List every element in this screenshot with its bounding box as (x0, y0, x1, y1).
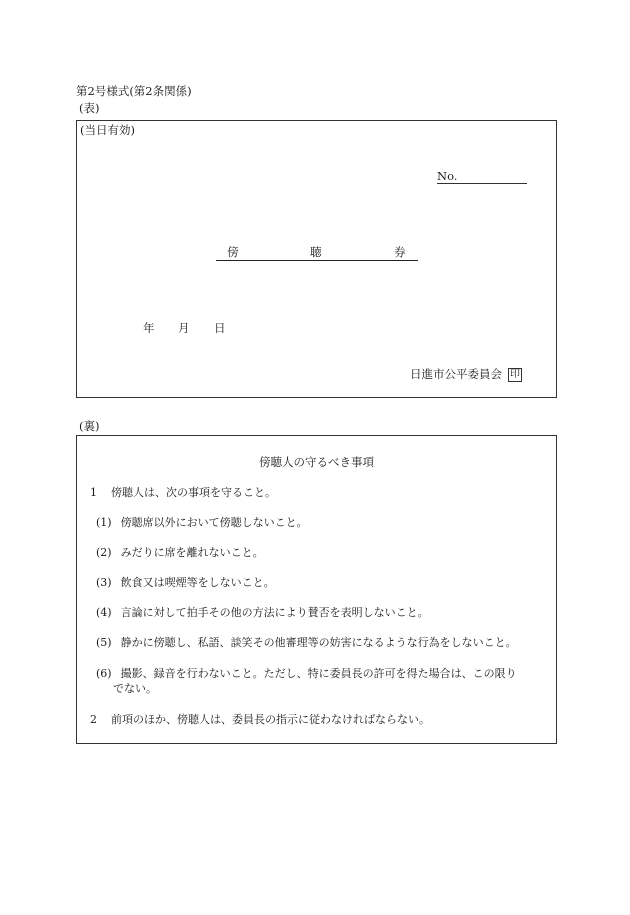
date-month: 月 (178, 321, 190, 335)
validity-note: (当日有効) (80, 123, 135, 137)
item-number: (2) (96, 546, 112, 559)
number-label: No. (437, 169, 458, 183)
item-text-continuation: でない。 (113, 682, 157, 695)
item-text: 傍聴席以外において傍聴しないこと。 (120, 516, 308, 529)
issuer-block (410, 367, 522, 382)
rule-2 (90, 713, 430, 727)
rule-1-number: 1 (90, 486, 97, 499)
seal-stamp: 印 (510, 369, 520, 380)
back-label: (裏) (79, 419, 100, 433)
front-label: (表) (79, 101, 100, 115)
title-char-1: 傍 (227, 245, 239, 259)
item-number: (1) (96, 516, 112, 529)
item-text: 言論に対して拍手その他の方法により賛否を表明しないこと。 (120, 606, 429, 619)
form-label: 第2号様式(第2条関係) (76, 84, 192, 98)
list-item (96, 606, 429, 620)
list-item (96, 546, 264, 560)
list-item (96, 636, 517, 650)
ticket-front (76, 120, 557, 398)
rules-title: 傍聴人の守るべき事項 (259, 455, 374, 469)
rule-1 (90, 486, 276, 500)
ticket-title (216, 245, 418, 261)
list-item (96, 516, 308, 530)
list-item (96, 576, 275, 590)
ticket-number-field (437, 169, 527, 184)
item-number: (4) (96, 606, 112, 619)
item-text: みだりに席を離れないこと。 (120, 546, 264, 559)
rule-1-text: 傍聴人は、次の事項を守ること。 (111, 486, 276, 499)
item-text: 静かに傍聴し、私語、談笑その他審理等の妨害になるような行為をしないこと。 (120, 636, 517, 649)
ticket-back (76, 435, 557, 744)
item-text: 飲食又は喫煙等をしないこと。 (120, 576, 275, 589)
item-number: (6) (96, 667, 112, 680)
rule-2-number: 2 (90, 713, 97, 726)
issuer-name: 日進市公平委員会 (410, 367, 502, 381)
item-number: (5) (96, 636, 112, 649)
title-char-3: 券 (394, 245, 406, 259)
item-number: (3) (96, 576, 112, 589)
list-item (96, 667, 517, 681)
rule-2-text: 前項のほか、傍聴人は、委員長の指示に従わなければならない。 (111, 713, 430, 726)
title-char-2: 聴 (310, 245, 322, 259)
date-year: 年 (143, 321, 155, 335)
date-day: 日 (214, 321, 226, 335)
item-text: 撮影、録音を行わないこと。ただし、特に委員長の許可を得た場合は、この限り (120, 667, 517, 680)
